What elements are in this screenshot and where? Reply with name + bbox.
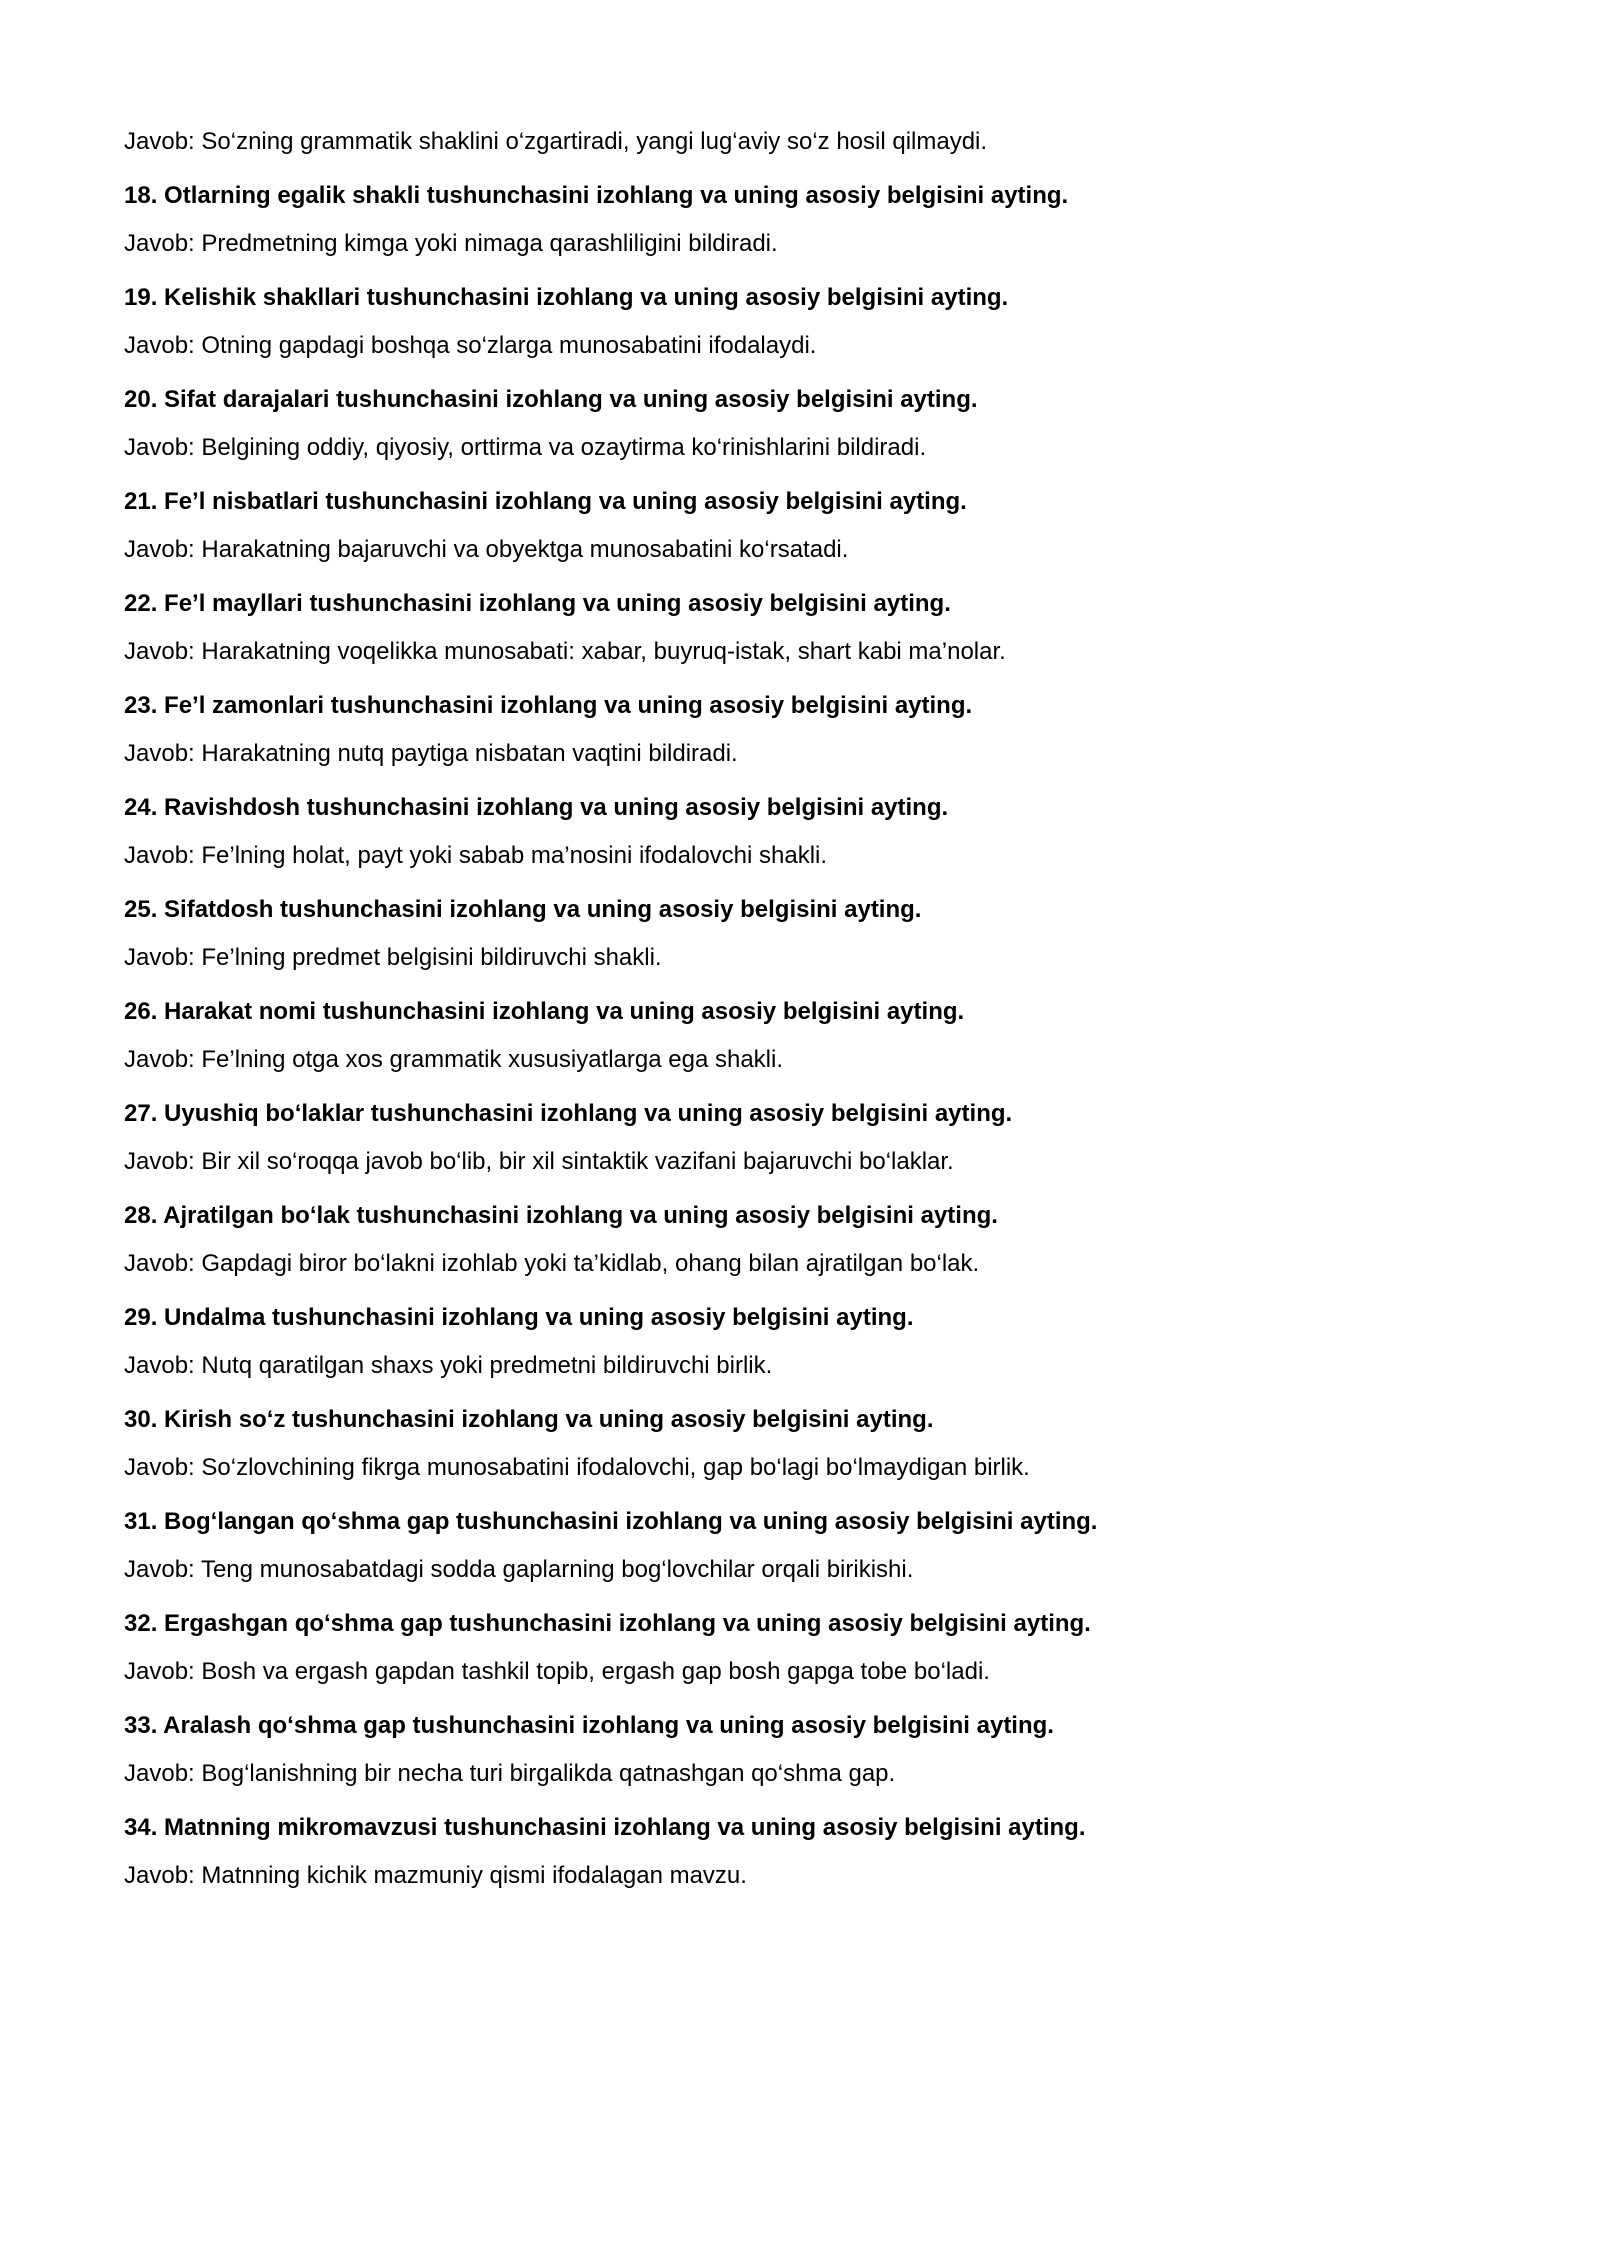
answer-text: Javob: So‘zlovchining fikrga munosabatini ifodalovchi, gap bo‘lagi bo‘lmaydigan birlik. [124,1454,1030,1481]
qa-item [124,1603,1524,1693]
answer-text: Javob: Harakatning voqelikka munosabati: xabar, buyruq-istak, shart kabi ma’nolar. [124,638,1006,665]
qa-item [124,685,1524,775]
answer-text: Javob: Harakatning bajaruvchi va obyektga munosabatini ko‘rsatadi. [124,536,849,563]
question-heading: 20. Sifat darajalari tushunchasini izohlang va uning asosiy belgisini ayting. [124,386,978,413]
question-heading: 22. Fe’l mayllari tushunchasini izohlang va uning asosiy belgisini ayting. [124,590,951,617]
qa-item [124,1501,1524,1591]
document-page [124,121,1524,1909]
question-heading: 32. Ergashgan qo‘shma gap tushunchasini izohlang va uning asosiy belgisini ayting. [124,1610,1091,1637]
question-heading: 19. Kelishik shakllari tushunchasini izohlang va uning asosiy belgisini ayting. [124,284,1009,311]
qa-item [124,277,1524,367]
qa-item [124,481,1524,571]
question-heading: 24. Ravishdosh tushunchasini izohlang va uning asosiy belgisini ayting. [124,794,949,821]
qa-item [124,1093,1524,1183]
answer-text: Javob: Bosh va ergash gapdan tashkil topib, ergash gap bosh gapga tobe bo‘ladi. [124,1658,990,1685]
answer-text: Javob: Predmetning kimga yoki nimaga qarashliligini bildiradi. [124,230,778,257]
answer-text: Javob: Bir xil so‘roqqa javob bo‘lib, bir xil sintaktik vazifani bajaruvchi bo‘laklar. [124,1148,954,1175]
question-heading: 33. Aralash qo‘shma gap tushunchasini izohlang va uning asosiy belgisini ayting. [124,1712,1054,1739]
answer-17: Javob: So‘zning grammatik shaklini o‘zgartiradi, yangi lug‘aviy so‘z hosil qilmaydi. [124,128,988,155]
qa-item [124,1399,1524,1489]
qa-item [124,175,1524,265]
qa-item [124,991,1524,1081]
question-heading: 26. Harakat nomi tushunchasini izohlang va uning asosiy belgisini ayting. [124,998,965,1025]
qa-item [124,889,1524,979]
question-heading: 31. Bog‘langan qo‘shma gap tushunchasini izohlang va uning asosiy belgisini ayting. [124,1508,1098,1535]
answer-text: Javob: Teng munosabatdagi sodda gaplarning bog‘lovchilar orqali birikishi. [124,1556,914,1583]
question-heading: 30. Kirish so‘z tushunchasini izohlang va uning asosiy belgisini ayting. [124,1406,934,1433]
answer-text: Javob: Gapdagi biror bo‘lakni izohlab yoki ta’kidlab, ohang bilan ajratilgan bo‘lak. [124,1250,980,1277]
qa-item [124,1297,1524,1387]
qa-item [124,1195,1524,1285]
answer-text: Javob: Bog‘lanishning bir necha turi birgalikda qatnashgan qo‘shma gap. [124,1760,896,1787]
answer-text: Javob: Otning gapdagi boshqa so‘zlarga munosabatini ifodalaydi. [124,332,817,359]
qa-item [124,1807,1524,1897]
answer-text: Javob: Fe’lning predmet belgisini bildiruvchi shakli. [124,944,662,971]
answer-text: Javob: Belgining oddiy, qiyosiy, orttirma va ozaytirma ko‘rinishlarini bildiradi. [124,434,927,461]
question-heading: 27. Uyushiq bo‘laklar tushunchasini izohlang va uning asosiy belgisini ayting. [124,1100,1013,1127]
question-heading: 25. Sifatdosh tushunchasini izohlang va uning asosiy belgisini ayting. [124,896,922,923]
answer-text: Javob: Fe’lning otga xos grammatik xususiyatlarga ega shakli. [124,1046,783,1073]
qa-item [124,379,1524,469]
qa-item [124,1705,1524,1795]
answer-text: Javob: Fe’lning holat, payt yoki sabab ma’nosini ifodalovchi shakli. [124,842,828,869]
question-heading: 21. Fe’l nisbatlari tushunchasini izohlang va uning asosiy belgisini ayting. [124,488,967,515]
qa-item [124,787,1524,877]
question-heading: 29. Undalma tushunchasini izohlang va uning asosiy belgisini ayting. [124,1304,914,1331]
question-heading: 28. Ajratilgan bo‘lak tushunchasini izohlang va uning asosiy belgisini ayting. [124,1202,998,1229]
answer-text: Javob: Nutq qaratilgan shaxs yoki predmetni bildiruvchi birlik. [124,1352,773,1379]
qa-item [124,583,1524,673]
question-heading: 18. Otlarning egalik shakli tushunchasini izohlang va uning asosiy belgisini ayting. [124,182,1069,209]
answer-text: Javob: Matnning kichik mazmuniy qismi ifodalagan mavzu. [124,1862,747,1889]
question-heading: 23. Fe’l zamonlari tushunchasini izohlang va uning asosiy belgisini ayting. [124,692,973,719]
question-answer-list [124,175,1524,1897]
answer-text: Javob: Harakatning nutq paytiga nisbatan vaqtini bildiradi. [124,740,738,767]
question-heading: 34. Matnning mikromavzusi tushunchasini izohlang va uning asosiy belgisini ayting. [124,1814,1086,1841]
